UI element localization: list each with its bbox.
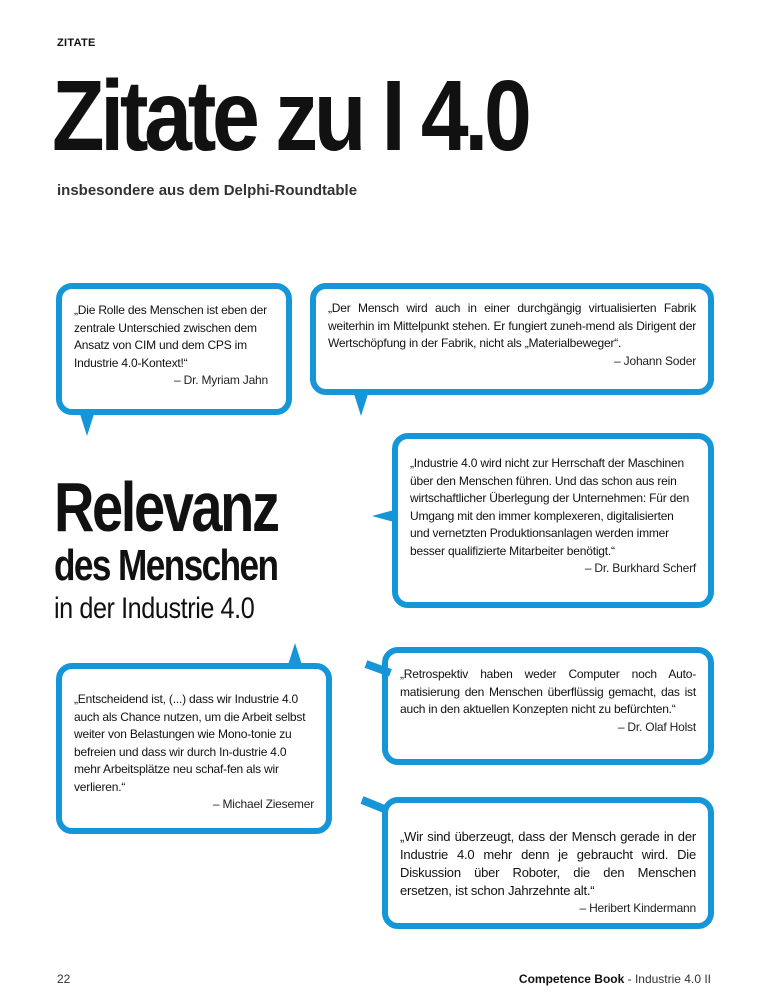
bubble-tail [80,414,94,436]
quote-author: – Michael Ziesemer [212,797,314,811]
quote-text: „Wir sind überzeugt, dass der Mensch gerade in der Industrie 4.0 mehr denn je gebraucht wird. Die Diskussion über Roboter, die den Menschen ersetzen, ist schon Jahrzehnte alt.“ [400,829,696,898]
quote-author: – Dr. Burkhard Scherf [584,561,696,575]
quote-bubble-jahn [56,283,292,415]
quote-bubble-soder [310,283,714,395]
bubble-tail [361,796,388,813]
bubble-tail [354,394,368,416]
heading-line-2: des Menschen [54,541,278,590]
quote-author: – Dr. Myriam Jahn [174,373,268,387]
heading-line-3: in der Industrie 4.0 [54,592,255,625]
quote-text: „Entscheidend ist, (...) dass wir Industrie 4.0 auch als Chance nutzen, um die Arbeit selbst weiter von Belastungen wie Mono-tonie zu befreien und dass wir durch In-dustrie 4.0 mehr Arbeitsplätze neu schaf-fen als wir verlieren.“ [74,692,306,794]
quote-author: – Dr. Olaf Holst [617,719,696,734]
heading-line-1: Relevanz [54,468,278,546]
quote-text: „Die Rolle des Menschen ist eben der zentrale Unterschied zwischen dem Ansatz von CIM und dem CPS im Industrie 4.0-Kontext!“ [74,303,267,370]
section-heading [54,468,333,625]
page-number: 22 [57,972,71,986]
book-subtitle: - Industrie 4.0 II [624,972,711,986]
quote-text: „Der Mensch wird auch in einer durchgängig virtualisierten Fabrik weiterhin im Mittelpunkt stehen. Er fungiert zuneh-mend als Dirigent der Wertschöpfung in der Fabrik, nicht als „Materialbeweger“. [328,301,696,350]
quote-bubble-scherf [392,433,714,608]
quote-text: „Retrospektiv haben weder Computer noch Auto-matisierung den Menschen überflüssig gemacht, das ist auch in den aktuellen Konzepten nicht zu befürchten.“ [400,667,696,716]
quote-bubble-holst [382,647,714,765]
section-label: ZITATE [57,37,96,49]
quote-author: – Heribert Kindermann [579,901,696,915]
bubble-tail [372,510,394,522]
footer-book-title [519,972,711,986]
bubble-tail [288,643,302,665]
page-title: Zitate zu I 4.0 [52,60,528,172]
quote-bubble-kindermann [382,797,714,929]
book-title: Competence Book [518,972,625,986]
page-subtitle: insbesondere aus dem Delphi-Roundtable [57,182,358,199]
quote-text: „Industrie 4.0 wird nicht zur Herrschaft der Maschinen über den Menschen führen. Und das schon aus rein wirtschaftlicher Überlegung der Unternehmen: Für den Umgang mit den immer komplexeren, digitalisierten und vernetzten Produktionsanlagen werden immer besser qualifizierte Mitarbeiter benötigt.“ [410,456,690,558]
quote-bubble-ziesemer [56,663,332,834]
quote-author: – Johann Soder [614,353,696,368]
